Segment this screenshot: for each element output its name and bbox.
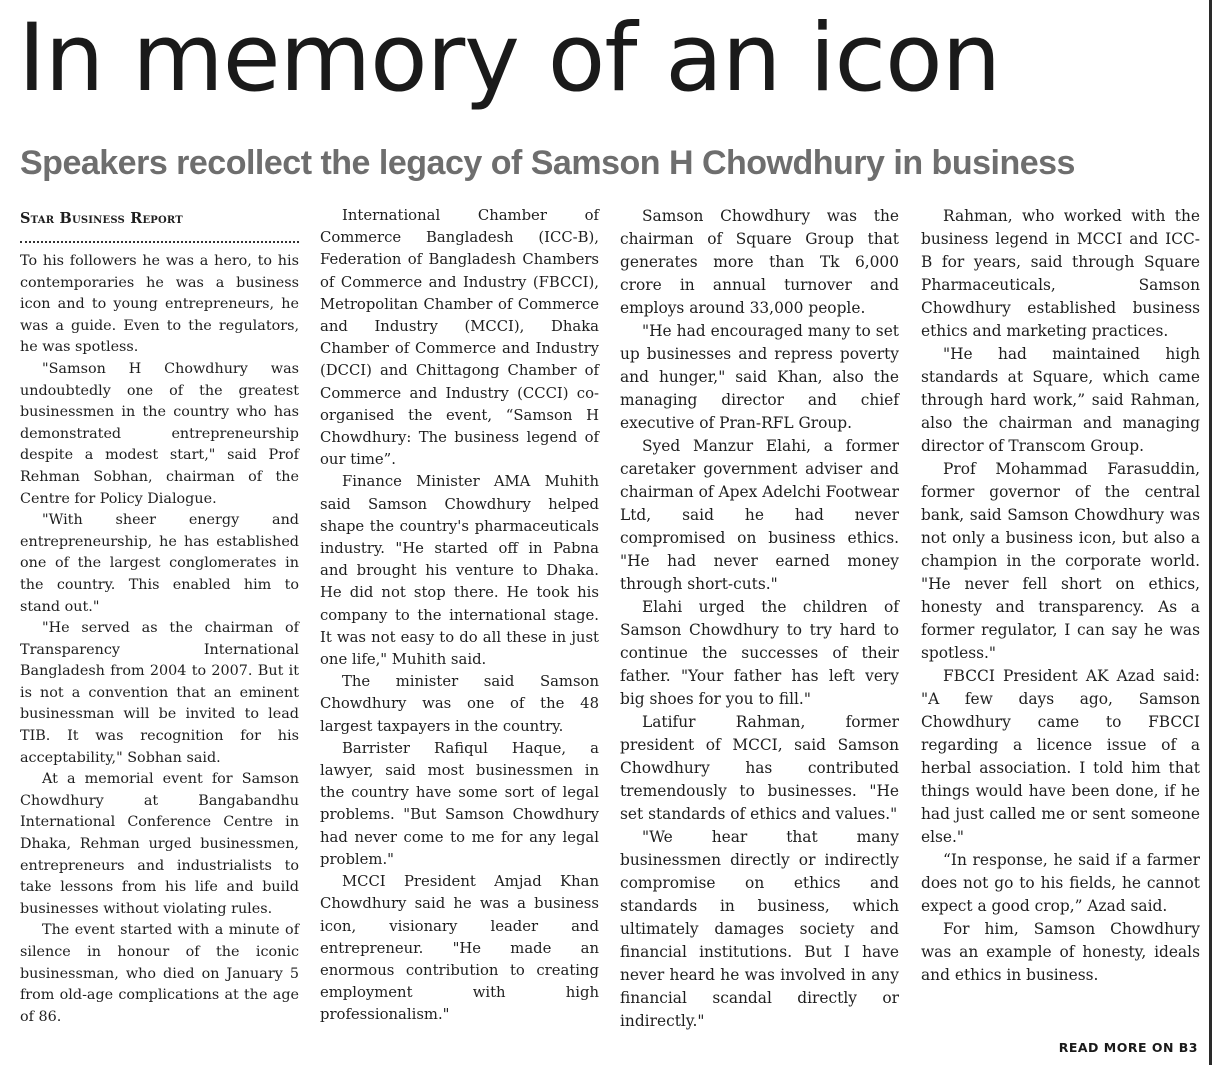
article-paragraph bbox=[20, 359, 299, 510]
paragraph-text: To his followers he was a hero, to his contemporaries he was a business icon and to young entrepreneurs, he was a guide. Even to the regulators, he was spotless. bbox=[20, 253, 299, 356]
paragraph-text: Barrister Rafiqul Haque, a lawyer, said most businessmen in the country have some sort of legal problems. "But Samson Chowdhury had never come to me for any legal problem." bbox=[320, 739, 599, 868]
article-paragraph bbox=[921, 343, 1200, 458]
paragraph-text: MCCI President Amjad Khan Chowdhury said he was a business icon, visionary leader and entrepreneur. "He made an enormous contribution to creating employment with high professionalism." bbox=[320, 873, 599, 1024]
byline-divider bbox=[20, 230, 299, 243]
paragraph-text: Finance Minister AMA Muhith said Samson Chowdhury helped shape the country's pharmaceuticals industry. "He started off in Pabna and brought his venture to Dhaka. He did not stop there. He took his company to the international stage. It was not easy to do all these in just one life," Muhith said. bbox=[320, 473, 599, 669]
paragraph-text: "Samson H Chowdhury was undoubtedly one of the greatest businessmen in the country who has demonstrated entrepreneurship despite a modest start," said Prof Rehman Sobhan, chairman of the Centre for Policy Dialogue. bbox=[20, 360, 299, 507]
article-paragraph bbox=[20, 251, 299, 359]
paragraph-text: "With sheer energy and entrepreneurship, he has established one of the largest conglomerates in the country. This enabled him to stand out." bbox=[20, 512, 299, 615]
paragraph-text: Prof Mohammad Farasuddin, former governor of the central bank, said Samson Chowdhury was not only a business icon, but also a champion in the corporate world. "He never fell short on ethics, honesty and transparency. As a former regulator, I can say he was spotless." bbox=[921, 460, 1200, 662]
article-paragraph bbox=[620, 596, 899, 711]
paragraph-text: "He had maintained high standards at Square, which came through hard work,” said Rahman, also the chairman and managing director of Transcom Group. bbox=[921, 345, 1200, 455]
article-paragraph bbox=[320, 205, 599, 471]
paragraph-text: Elahi urged the children of Samson Chowdhury to try hard to continue the successes of their father. "Your father has left very big shoes for you to fill." bbox=[620, 598, 899, 708]
read-more-link[interactable]: READ MORE ON B3 bbox=[1058, 1040, 1198, 1055]
article-paragraph bbox=[20, 769, 299, 920]
paragraph-text: "He served as the chairman of Transparency International Bangladesh from 2004 to 2007. But it is not a convention that an eminent businessman will be invited to lead TIB. It was recognition for his acceptability," Sobhan said. bbox=[20, 620, 299, 766]
paragraph-text: FBCCI President AK Azad said: "A few days ago, Samson Chowdhury came to FBCCI regarding a licence issue of a herbal association. I told him that things would have been done, if he had just called me or sent someone else." bbox=[921, 667, 1200, 846]
article-paragraph bbox=[921, 665, 1200, 849]
article-paragraph bbox=[20, 510, 299, 618]
article-paragraph bbox=[620, 711, 899, 826]
article-column-3 bbox=[620, 205, 899, 1033]
paragraph-text: "We hear that many businessmen directly or indirectly compromise on ethics and standards in business, which ultimately damages society and financial institutions. But I have never heard he was involved in any financial scandal directly or indirectly." bbox=[620, 828, 899, 1030]
article-paragraph bbox=[320, 871, 599, 1026]
article-paragraph bbox=[921, 849, 1200, 918]
paragraph-text: Rahman, who worked with the business legend in MCCI and ICC-B for years, said through Square Pharmaceuticals, Samson Chowdhury established business ethics and marketing practices. bbox=[921, 207, 1200, 340]
article-paragraph bbox=[620, 320, 899, 435]
paragraph-text: Syed Manzur Elahi, a former caretaker government adviser and chairman of Apex Adelchi Footwear Ltd, said he had never compromised on business ethics. "He had never earned money through short-cuts." bbox=[620, 437, 899, 593]
byline: Star Business Report bbox=[20, 210, 183, 227]
article-column-2 bbox=[320, 205, 599, 1027]
paragraph-text: International Chamber of Commerce Bangladesh (ICC-B), Federation of Bangladesh Chambers of Commerce and Industry (FBCCI), Metropolitan Chamber of Commerce and Industry (MCCI), Dhaka Chamber of Commerce and Industry (DCCI) and Chittagong Chamber of Commerce and Industry (CCCI) co-organised the event, “Samson H Chowdhury: The business legend of our time”. bbox=[320, 207, 599, 469]
article-paragraph bbox=[620, 205, 899, 320]
article-paragraph bbox=[620, 826, 899, 1033]
article-column-1 bbox=[20, 205, 299, 1028]
paragraph-text: “In response, he said if a farmer does not go to his fields, he cannot expect a good crop,” Azad said. bbox=[921, 851, 1200, 915]
headline: In memory of an icon bbox=[18, 4, 1001, 113]
article-paragraph bbox=[921, 205, 1200, 343]
paragraph-text: At a memorial event for Samson Chowdhury at Bangabandhu International Conference Centre in Dhaka, Rehman urged businessmen, entrepreneurs and industrialists to take lessons from his life and build businesses without violating rules. bbox=[20, 771, 299, 917]
paragraph-text: "He had encouraged many to set up businesses and repress poverty and hunger," said Khan, also the managing director and chief executive of Pran-RFL Group. bbox=[620, 322, 899, 432]
article-paragraph bbox=[921, 918, 1200, 987]
article-paragraph bbox=[620, 435, 899, 596]
paragraph-text: The event started with a minute of silence in honour of the iconic businessman, who died on January 5 from old-age complications at the age of 86. bbox=[20, 922, 299, 1025]
article-paragraph bbox=[921, 458, 1200, 665]
article-paragraph bbox=[320, 471, 599, 671]
article-paragraph bbox=[320, 671, 599, 738]
article-column-4 bbox=[921, 205, 1200, 987]
paragraph-text: For him, Samson Chowdhury was an example of honesty, ideals and ethics in business. bbox=[921, 920, 1200, 984]
subheadline: Speakers recollect the legacy of Samson H Chowdhury in business bbox=[20, 144, 1075, 182]
article-paragraph bbox=[320, 738, 599, 871]
paragraph-text: Latifur Rahman, former president of MCCI, said Samson Chowdhury has contributed tremendously to businesses. "He set standards of ethics and values." bbox=[620, 713, 899, 823]
paragraph-text: Samson Chowdhury was the chairman of Square Group that generates more than Tk 6,000 crore in annual turnover and employs around 33,000 people. bbox=[620, 207, 899, 317]
paragraph-text: The minister said Samson Chowdhury was one of the 48 largest taxpayers in the country. bbox=[320, 673, 599, 735]
article-paragraph bbox=[20, 618, 299, 769]
article-paragraph bbox=[20, 920, 299, 1028]
